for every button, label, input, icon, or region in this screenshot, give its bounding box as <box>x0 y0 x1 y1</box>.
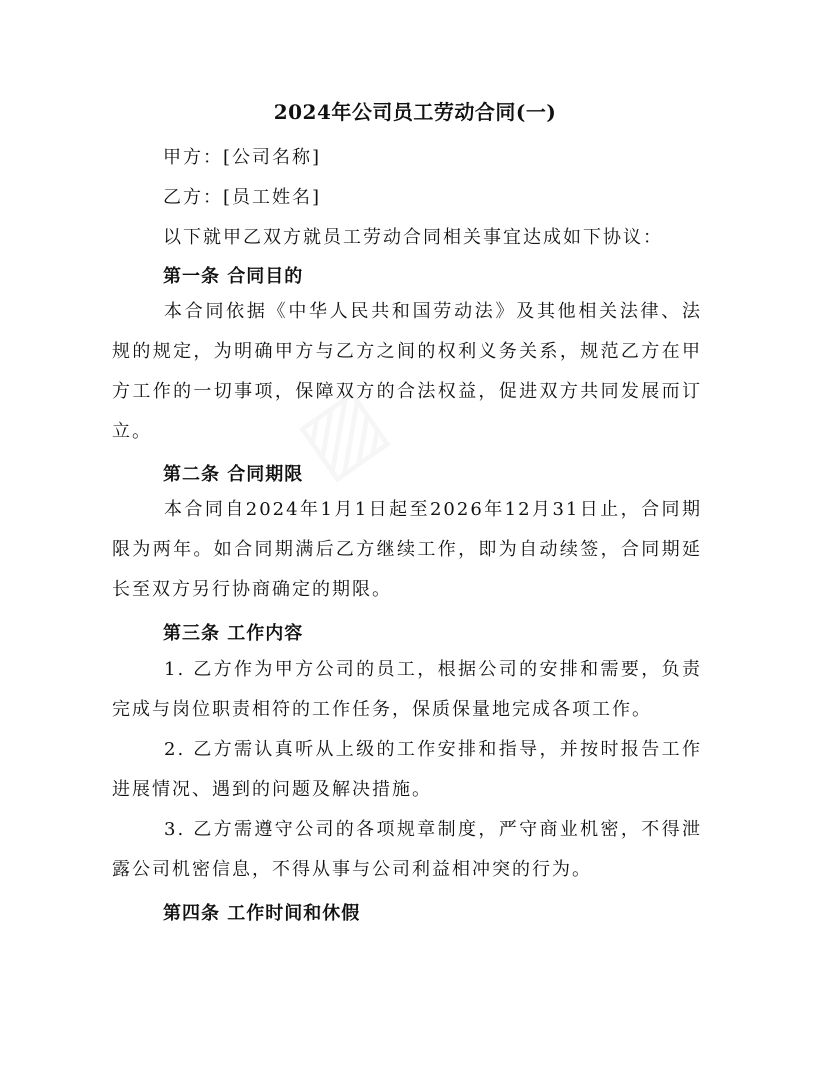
section-4-heading: 第四条 工作时间和休假 <box>163 903 361 924</box>
section-1-paragraph: 本合同依据《中华人民共和国劳动法》及其他相关法律、法规的规定，为明确甲方与乙方之间的权利义务关系，规范乙方在甲方工作的一切事项，保障双方的合法权益，促进双方共同发展而订立。 <box>112 301 702 442</box>
section-2-paragraph: 本合同自2024年1月1日起至2026年12月31日止，合同期限为两年。如合同期满后乙方继续工作，即为自动续签，合同期延长至双方另行协商确定的期限。 <box>112 499 702 600</box>
section-3-item-2: 2. 乙方需认真听从上级的工作安排和指导，并按时报告工作进展情况、遇到的问题及解决措施。 <box>112 739 702 800</box>
section-3-item-1: 1. 乙方作为甲方公司的员工，根据公司的安排和需要，负责完成与岗位职责相符的工作任务，保质保量地完成各项工作。 <box>112 659 702 720</box>
section-3-heading: 第三条 工作内容 <box>163 623 304 644</box>
party-a-line: 甲方：[公司名称] <box>163 147 322 168</box>
document-title: 2024年公司员工劳动合同(一) <box>273 100 557 124</box>
section-2-heading: 第二条 合同期限 <box>163 464 304 485</box>
section-1-heading: 第一条 合同目的 <box>163 266 304 287</box>
section-3-item-3: 3. 乙方需遵守公司的各项规章制度，严守商业机密，不得泄露公司机密信息，不得从事与公司利益相冲突的行为。 <box>112 819 702 880</box>
intro-line: 以下就甲乙双方就员工劳动合同相关事宜达成如下协议： <box>163 227 663 248</box>
party-b-line: 乙方：[员工姓名] <box>163 187 322 208</box>
